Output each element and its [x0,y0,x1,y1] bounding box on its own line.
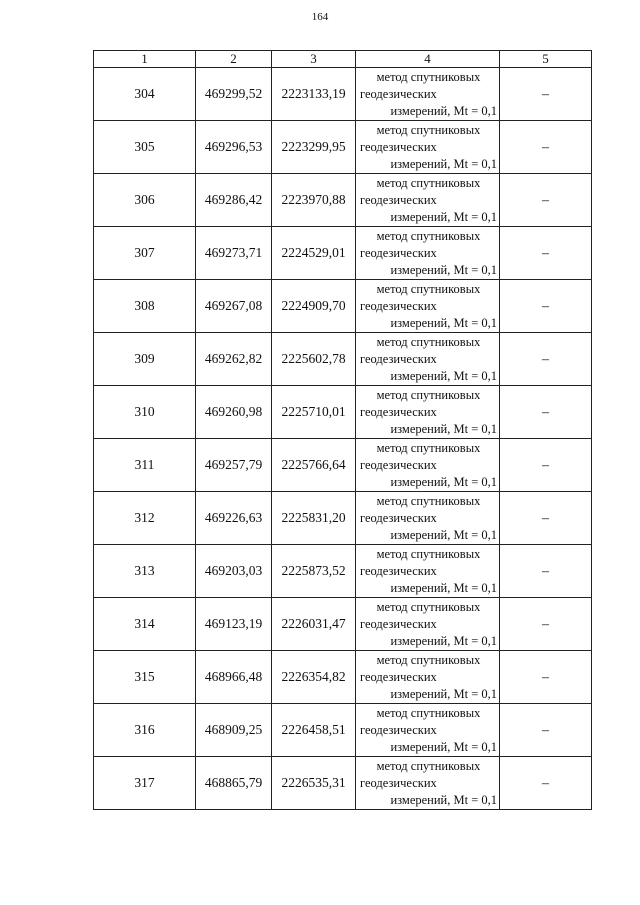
method-line: метод спутниковых [376,599,481,614]
note-value: – [542,245,549,261]
method-line: метод спутниковых [376,440,481,455]
note-cell [500,598,592,651]
method-line: геодезических [360,616,437,631]
table-row [94,439,592,492]
method-cell [356,651,500,704]
method-cell [356,280,500,333]
method-line: измерений, Mt = 0,1 [390,686,497,701]
note-value: – [542,351,549,367]
method-line: метод спутниковых [376,122,481,137]
method-cell [356,333,500,386]
point-number-cell: 307 [94,227,196,280]
table-row [94,68,592,121]
table-row [94,704,592,757]
table-row [94,492,592,545]
x-coordinate-cell: 468909,25 [196,704,272,757]
method-cell [356,757,500,810]
method-line: измерений, Mt = 0,1 [390,156,497,171]
method-line: геодезических [360,245,437,260]
y-coordinate-cell: 2225710,01 [272,386,356,439]
method-line: геодезических [360,192,437,207]
method-line: геодезических [360,298,437,313]
table-row [94,280,592,333]
note-value: – [542,457,549,473]
method-line: геодезических [360,669,437,684]
x-coordinate-cell: 469286,42 [196,174,272,227]
point-number-cell: 310 [94,386,196,439]
table-row [94,121,592,174]
table-row [94,333,592,386]
x-coordinate-cell: 469260,98 [196,386,272,439]
table-body [94,68,592,810]
method-line: метод спутниковых [376,652,481,667]
method-cell [356,227,500,280]
column-header-3: 3 [272,51,356,68]
y-coordinate-cell: 2225602,78 [272,333,356,386]
method-cell [356,174,500,227]
y-coordinate-cell: 2224909,70 [272,280,356,333]
method-line: геодезических [360,457,437,472]
note-cell [500,651,592,704]
note-cell [500,121,592,174]
y-coordinate-cell: 2225831,20 [272,492,356,545]
method-line: геодезических [360,510,437,525]
note-cell [500,757,592,810]
note-value: – [542,298,549,314]
note-value: – [542,404,549,420]
table-row [94,651,592,704]
note-cell [500,439,592,492]
y-coordinate-cell: 2224529,01 [272,227,356,280]
note-value: – [542,669,549,685]
note-cell [500,174,592,227]
method-line: геодезических [360,139,437,154]
point-number-cell: 313 [94,545,196,598]
note-cell [500,333,592,386]
table-row [94,757,592,810]
y-coordinate-cell: 2225766,64 [272,439,356,492]
method-line: метод спутниковых [376,334,481,349]
note-cell [500,545,592,598]
method-line: измерений, Mt = 0,1 [390,103,497,118]
table-row [94,545,592,598]
method-line: геодезических [360,563,437,578]
note-value: – [542,616,549,632]
point-number-cell: 306 [94,174,196,227]
method-line: метод спутниковых [376,69,481,84]
note-value: – [542,192,549,208]
point-number-cell: 314 [94,598,196,651]
point-number-cell: 305 [94,121,196,174]
note-value: – [542,775,549,791]
method-line: измерений, Mt = 0,1 [390,580,497,595]
table-row [94,386,592,439]
note-cell [500,386,592,439]
x-coordinate-cell: 469257,79 [196,439,272,492]
table-row [94,598,592,651]
method-line: измерений, Mt = 0,1 [390,315,497,330]
y-coordinate-cell: 2226031,47 [272,598,356,651]
point-number-cell: 304 [94,68,196,121]
method-line: геодезических [360,404,437,419]
column-header-5: 5 [500,51,592,68]
note-value: – [542,139,549,155]
x-coordinate-cell: 469267,08 [196,280,272,333]
point-number-cell: 315 [94,651,196,704]
column-header-4: 4 [356,51,500,68]
table-row [94,227,592,280]
x-coordinate-cell: 468966,48 [196,651,272,704]
x-coordinate-cell: 469123,19 [196,598,272,651]
y-coordinate-cell: 2225873,52 [272,545,356,598]
point-number-cell: 311 [94,439,196,492]
y-coordinate-cell: 2223133,19 [272,68,356,121]
method-line: измерений, Mt = 0,1 [390,474,497,489]
x-coordinate-cell: 469226,63 [196,492,272,545]
method-line: метод спутниковых [376,758,481,773]
method-line: метод спутниковых [376,493,481,508]
method-line: измерений, Mt = 0,1 [390,368,497,383]
note-cell [500,280,592,333]
point-number-cell: 316 [94,704,196,757]
method-line: геодезических [360,775,437,790]
method-line: геодезических [360,722,437,737]
table-row [94,174,592,227]
note-value: – [542,86,549,102]
method-cell [356,492,500,545]
y-coordinate-cell: 2226458,51 [272,704,356,757]
y-coordinate-cell: 2226535,31 [272,757,356,810]
note-cell [500,704,592,757]
method-line: метод спутниковых [376,228,481,243]
x-coordinate-cell: 468865,79 [196,757,272,810]
note-value: – [542,563,549,579]
x-coordinate-cell: 469262,82 [196,333,272,386]
point-number-cell: 317 [94,757,196,810]
method-cell [356,439,500,492]
x-coordinate-cell: 469296,53 [196,121,272,174]
method-line: измерений, Mt = 0,1 [390,633,497,648]
method-cell [356,545,500,598]
method-line: измерений, Mt = 0,1 [390,262,497,277]
x-coordinate-cell: 469273,71 [196,227,272,280]
method-line: метод спутниковых [376,546,481,561]
method-cell [356,68,500,121]
method-line: измерений, Mt = 0,1 [390,792,497,807]
y-coordinate-cell: 2223299,95 [272,121,356,174]
note-cell [500,68,592,121]
point-number-cell: 312 [94,492,196,545]
note-cell [500,492,592,545]
x-coordinate-cell: 469203,03 [196,545,272,598]
note-cell [500,227,592,280]
method-line: метод спутниковых [376,281,481,296]
method-line: измерений, Mt = 0,1 [390,209,497,224]
note-value: – [542,510,549,526]
page-number: 164 [311,11,329,23]
method-line: измерений, Mt = 0,1 [390,421,497,436]
method-cell [356,598,500,651]
method-line: метод спутниковых [376,387,481,402]
y-coordinate-cell: 2223970,88 [272,174,356,227]
column-header-1: 1 [94,51,196,68]
x-coordinate-cell: 469299,52 [196,68,272,121]
method-line: метод спутниковых [376,705,481,720]
method-line: геодезических [360,86,437,101]
method-line: метод спутниковых [376,175,481,190]
point-number-cell: 308 [94,280,196,333]
method-line: геодезических [360,351,437,366]
point-number-cell: 309 [94,333,196,386]
note-value: – [542,722,549,738]
table-header-row [94,51,592,68]
method-cell [356,386,500,439]
method-line: измерений, Mt = 0,1 [390,739,497,754]
coordinates-table [93,50,592,810]
method-cell [356,704,500,757]
y-coordinate-cell: 2226354,82 [272,651,356,704]
method-line: измерений, Mt = 0,1 [390,527,497,542]
column-header-2: 2 [196,51,272,68]
method-cell [356,121,500,174]
